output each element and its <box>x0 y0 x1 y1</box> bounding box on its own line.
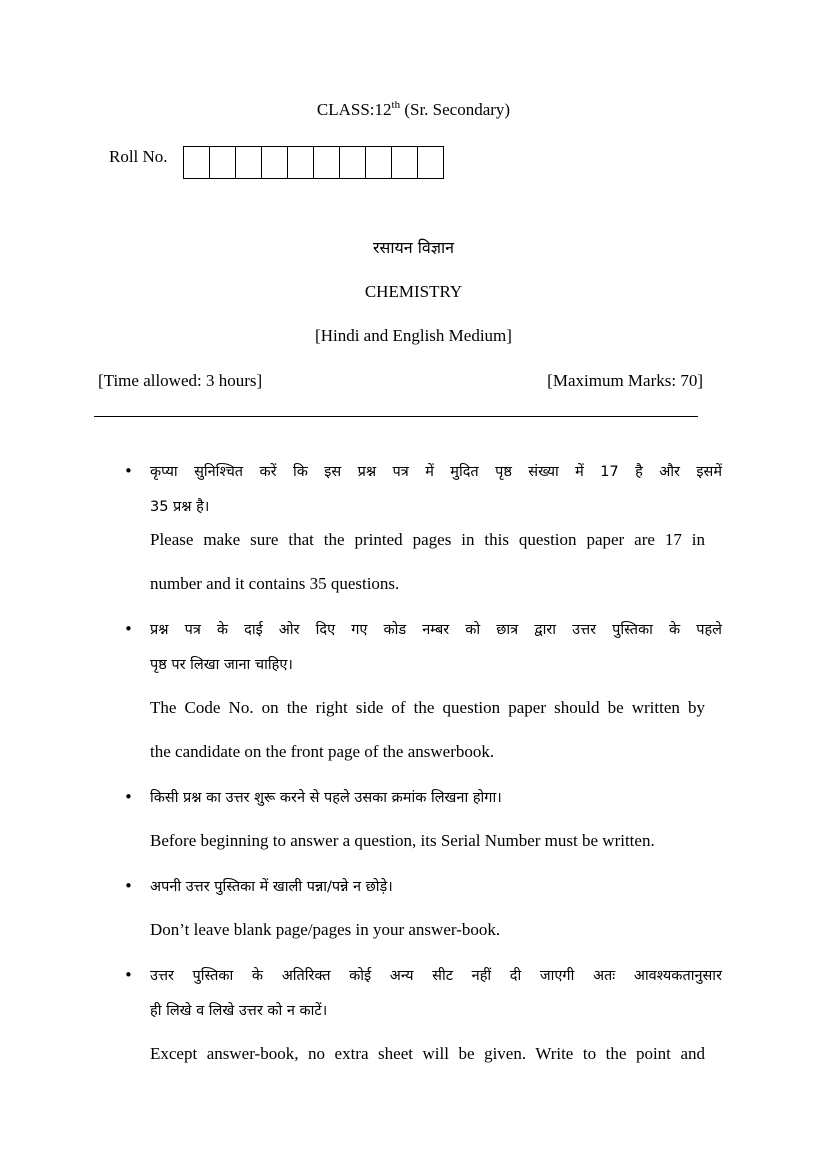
roll-number-box[interactable] <box>288 146 314 179</box>
instruction-2-english-line-2: the candidate on the front page of the answerbook. <box>150 742 495 761</box>
bullet-icon: • <box>124 462 133 480</box>
medium-line: [Hindi and English Medium] <box>315 326 512 345</box>
roll-number-boxes <box>183 146 444 179</box>
bullet-icon: • <box>124 966 133 984</box>
time-allowed: [Time allowed: 3 hours] <box>98 371 263 390</box>
instruction-2-english-line-1: The Code No. on the right side of the question paper should be written by <box>150 698 705 717</box>
roll-number-box[interactable] <box>184 146 210 179</box>
instruction-5-hindi-line-1: उत्तर पुस्तिका के अतिरिक्त कोई अन्य सीट नहीं दी जाएगी अतः आवश्यकतानुसार <box>150 968 722 984</box>
class-suffix: (Sr. Secondary) <box>400 100 511 119</box>
instruction-1-english-line-1: Please make sure that the printed pages in this question paper are 17 in <box>150 530 705 549</box>
subject-title-english: CHEMISTRY <box>364 282 463 301</box>
roll-label: Roll No. <box>109 147 168 166</box>
roll-number-box[interactable] <box>418 146 444 179</box>
roll-number-box[interactable] <box>392 146 418 179</box>
maximum-marks: [Maximum Marks: 70] <box>547 371 703 390</box>
instruction-3-hindi-line-1: किसी प्रश्न का उत्तर शुरू करने से पहले उसका क्रमांक लिखना होगा। <box>150 790 502 806</box>
bullet-icon: • <box>124 877 133 895</box>
bullet-icon: • <box>124 620 133 638</box>
instruction-5-english-line-1: Except answer-book, no extra sheet will be given. Write to the point and <box>150 1044 705 1063</box>
roll-number-field <box>109 146 444 179</box>
instruction-2-hindi-line-2: पृष्ठ पर लिखा जाना चाहिए। <box>150 657 293 673</box>
bullet-icon: • <box>124 788 133 806</box>
instruction-1-hindi-line-2: 35 प्रश्न है। <box>150 499 210 515</box>
instruction-4-hindi-line-1: अपनी उत्तर पुस्तिका में खाली पन्ना/पन्ने न छोड़े। <box>150 879 393 895</box>
roll-number-box[interactable] <box>236 146 262 179</box>
subject-title-hindi: रसायन विज्ञान <box>372 238 455 257</box>
class-superscript: th <box>391 99 401 111</box>
class-heading <box>0 100 827 120</box>
instruction-1-english-line-2: number and it contains 35 questions. <box>150 574 400 593</box>
instruction-3-english-line-1: Before beginning to answer a question, its Serial Number must be written. <box>150 831 655 850</box>
header-divider <box>94 416 698 417</box>
class-prefix: CLASS:12 <box>316 100 392 119</box>
instruction-5-hindi-line-2: ही लिखे व लिखे उत्तर को न काटें। <box>150 1003 328 1019</box>
instruction-4-english-line-1: Don’t leave blank page/pages in your answer-book. <box>150 920 501 939</box>
roll-number-box[interactable] <box>314 146 340 179</box>
roll-number-box[interactable] <box>262 146 288 179</box>
instruction-1-hindi-line-1: कृप्या सुनिश्चित करें कि इस प्रश्न पत्र में मुदित पृष्ठ संख्या में 17 है और इसमें <box>150 464 722 480</box>
roll-number-box[interactable] <box>340 146 366 179</box>
instruction-2-hindi-line-1: प्रश्न पत्र के दाई ओर दिए गए कोड नम्बर को छात्र द्वारा उत्तर पुस्तिका के पहले <box>150 622 722 638</box>
roll-number-box[interactable] <box>210 146 236 179</box>
roll-number-box[interactable] <box>366 146 392 179</box>
